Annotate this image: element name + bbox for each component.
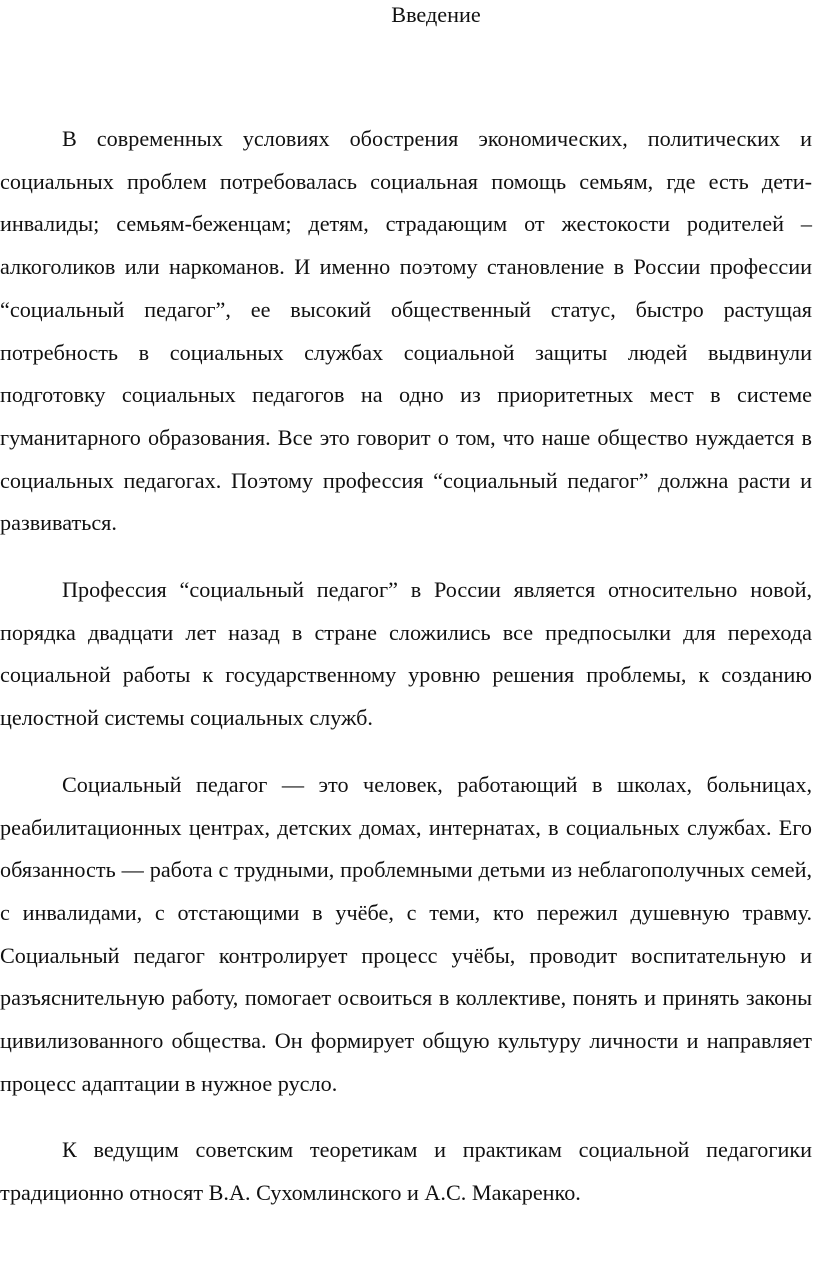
paragraph-profession: Профессия “социальный педагог” в России является относительно новой, порядка двадцати лет назад в стране сложились все предпосылки для перехода социальной работы к государственному уровню решения проблемы, к созданию целостной системы социальных служб. — [0, 577, 812, 731]
paragraph-definition: Социальный педагог — это человек, работающий в школах, больницах, реабилитационных центрах, детских домах, интернатах, в социальных службах. Его обязанность — работа с трудными, проблемными детьми из неблагополучных семей, с инвалидами, с отстающими в учёбе, с теми, кто пережил душевную травму. Социальный педагог контролирует процесс учёбы, проводит воспитательную и разъяснительную работу, помогает освоиться в коллективе, понять и принять законы цивилизованного общества. Он формирует общую культуру личности и направляет процесс адаптации в нужное русло. — [0, 771, 812, 1096]
paragraph-intro: В современных условиях обострения экономических, политических и социальных проблем потребовалась социальная помощь семьям, где есть дети-инвалиды; семьям-беженцам; детям, страдающим от жестокости родителей – алкоголиков или наркоманов. И именно поэтому становление в России профессии “социальный педагог”, ее высокий общественный статус, быстро растущая потребность в социальных службах социальной защиты людей выдвинули подготовку социальных педагогов на одно из приоритетных мест в системе гуманитарного образования. Все это говорит о том, что наше общество нуждается в социальных педагогах. Поэтому профессия “социальный педагог” должна расти и развиваться. — [0, 126, 812, 536]
paragraph-theorists: К ведущим советским теоретикам и практикам социальной педагогики традиционно относят В.А. Сухомлинского и А.С. Макаренко. — [0, 1137, 812, 1206]
page-title: Введение — [391, 2, 481, 27]
